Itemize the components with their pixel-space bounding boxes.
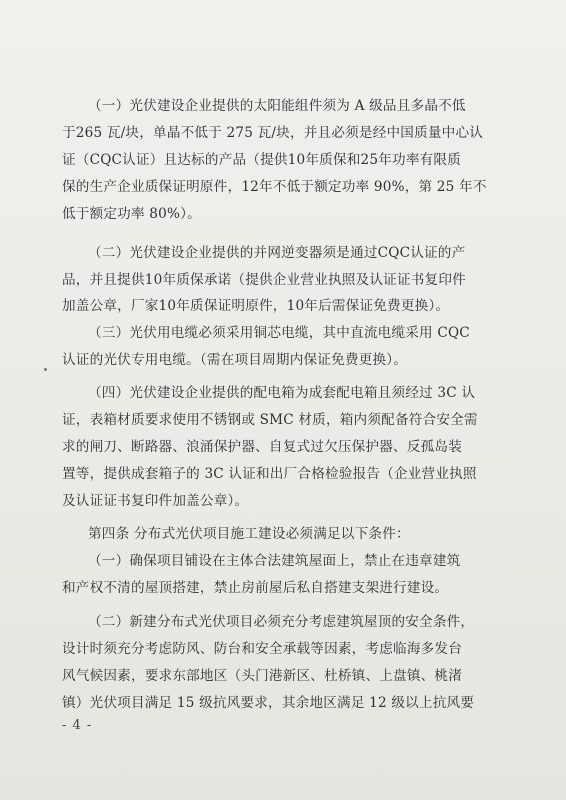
text-line: 证（CQC认证）且达标的产品（提供10年质保和25年功率有限质 (62, 152, 461, 168)
text-line: （二）新建分布式光伏项目必须充分考虑建筑屋顶的安全条件， (88, 614, 475, 630)
text-line: 风气候因素，要求东部地区（头门港新区、杜桥镇、上盘镇、桃渚 (62, 668, 463, 684)
text-line: （二）光伏建设企业提供的并网逆变器须是通过CQC认证的产 (88, 245, 466, 261)
text-line: 品，并且提供10年质保承诺（提供企业营业执照及认证证书复印件 (62, 272, 466, 288)
text-line: 及认证证书复印件加盖公章）。 (62, 493, 249, 509)
text-line: 设计时须充分考虑防风、防台和安全承载等因素，考虑临海多发台 (62, 641, 463, 657)
section-heading: 第四条 分布式光伏项目施工建设必须满足以下条件： (88, 526, 410, 542)
text-line: （四）光伏建设企业提供的配电箱为成套配电箱且须经过 3C 认 (88, 385, 476, 401)
text-line: （一）光伏建设企业提供的太阳能组件须为 A 级品且多晶不低 (88, 98, 466, 114)
scan-mark (44, 368, 47, 371)
text-line: （三）光伏用电缆必须采用铜芯电缆，其中直流电缆采用 CQC (88, 325, 470, 341)
text-line: 镇）光伏项目满足 15 级抗风要求，其余地区满足 12 级以上抗风要 (62, 695, 475, 711)
text-line: 低于额定功率 80%）。 (62, 206, 201, 222)
text-line: 置等，提供成套箱子的 3C 认证和出厂合格检验报告（企业营业执照 (62, 466, 477, 482)
text-line: 和产权不清的屋顶搭建，禁止房前屋后私自搭建支架进行建设。 (62, 580, 449, 596)
page-number: - 4 - (62, 718, 93, 733)
text-line: 加盖公章，厂家10年质保证明原件，10年后需保证免费更换）。 (62, 298, 450, 314)
text-line: 保的生产企业质保证明原件，12年不低于额定功率 90%，第 25 年不 (62, 179, 487, 195)
text-line: 证，表箱材质要求使用不锈钢或 SMC 材质，箱内须配备符合安全需 (62, 412, 478, 428)
text-line: （一）确保项目铺设在主体合法建筑屋面上，禁止在违章建筑 (88, 553, 461, 569)
text-line: 于265 瓦/块，单晶不低于 275 瓦/块，并且必须是经中国质量中心认 (62, 125, 484, 141)
text-line: 求的闸刀、断路器、浪涌保护器、自复式过欠压保护器、反孤岛装 (62, 439, 463, 455)
text-line: 认证的光伏专用电缆。（需在项目周期内保证免费更换）。 (62, 352, 408, 368)
